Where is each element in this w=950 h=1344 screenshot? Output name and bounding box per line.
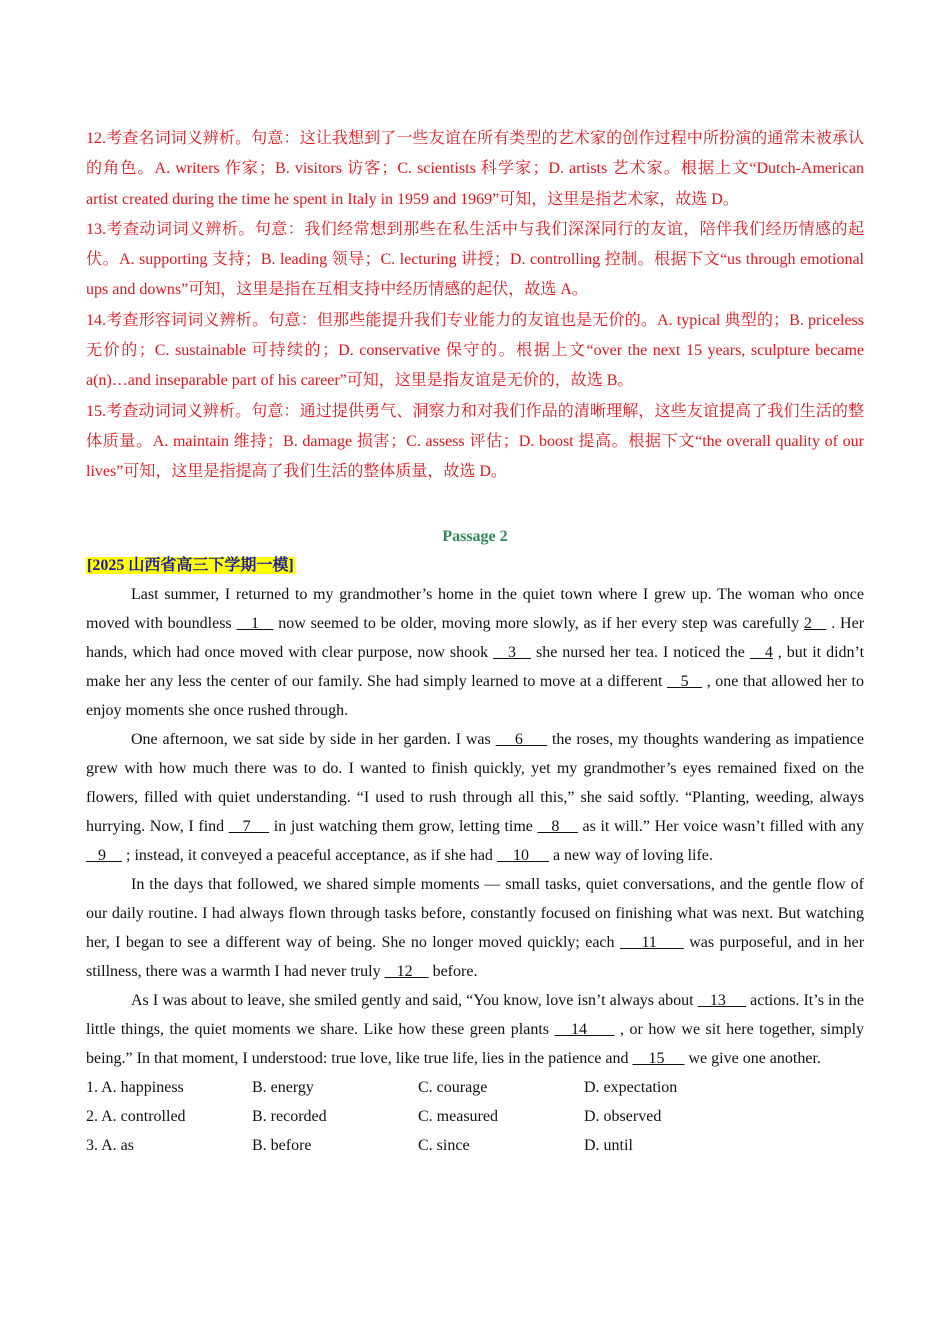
option-2d: D. observed: [584, 1107, 662, 1125]
blank-8: 8: [537, 817, 578, 835]
passage-title: Passage 2: [442, 527, 508, 545]
option-2a: 2. A. controlled: [86, 1107, 186, 1125]
blank-15: 15: [632, 1049, 685, 1067]
passage-paragraph-3: In the days that followed, we shared simple moments — small tasks, quiet conversations, and the gentle flow of our daily routine. I had always flown through tasks before, constantly focused on finishing what was next. But watching her, I began to see a different way of being. She no longer moved quickly; each 11 was purposeful, and in her stillness, there was a warmth I had never truly 12 before.: [86, 875, 865, 980]
option-3c: C. since: [418, 1136, 470, 1154]
option-3a: 3. A. as: [86, 1136, 134, 1154]
blank-10: 10: [496, 846, 549, 864]
passage-paragraph-1: Last summer, I returned to my grandmother’s home in the quiet town where I grew up. The woman who once moved with boundless 1 now seemed to be older, moving more slowly, as if her every step was carefully 2 . Her hands, which had once moved with clear purpose, now shook 3 she nursed her tea. I noticed the 4 , but it didn’t make her any less the center of our family. She had simply learned to move at a different 5 , one that allowed her to enjoy moments she once rushed through.: [86, 585, 865, 719]
blank-13: 13: [697, 991, 747, 1009]
options-row-1: [86, 1073, 864, 1102]
option-1a: 1. A. happiness: [86, 1078, 184, 1096]
passage-paragraph-2: One afternoon, we sat side by side in her garden. I was 6 the roses, my thoughts wandering as impatience grew with how much there was to do. I wanted to finish quickly, yet my grandmother’s eyes remained fixed on the flowers, filled with quiet understanding. “I used to rush through all this,” she said softly. “Planting, weeding, always hurrying. Now, I find 7 in just watching them grow, letting time 8 as it will.” Her voice wasn’t filled with any 9 ; instead, it conveyed a peaceful acceptance, as if she had 10 a new way of loving life.: [86, 730, 865, 864]
blank-6: 6: [495, 730, 548, 748]
explanation-12: 12.考查名词词义辨析。句意：这让我想到了一些友谊在所有类型的艺术家的创作过程中所扮演的通常未被承认的角色。A. writers 作家；B. visitors 访客；C. scientists 科学家；D. artists 艺术家。根据上文“Dutch-American artist created during the time he spent in Italy in 1959 and 1969”可知，这里是指艺术家，故选 D。: [86, 130, 864, 208]
passage-paragraph-4: As I was about to leave, she smiled gently and said, “You know, love isn’t always about 13 actions. It’s in the little things, the quiet moments we share. Like how these green plants 14 , or how we sit here together, simply being.” In that moment, I understood: true love, like true life, lies in the patience and 15 we give one another.: [86, 991, 865, 1067]
blank-3: 3: [493, 643, 531, 661]
document-page: [86, 124, 864, 1160]
explanation-14: 14.考查形容词词义辨析。句意：但那些能提升我们专业能力的友谊也是无价的。A. typical 典型的；B. priceless 无价的；C. sustainable 可持续的；D. conservative 保守的。根据上文“over the next 15 years, sculpture became a(n)…and inseparable part of his career”可知，这里是指友谊是无价的，故选 B。: [86, 311, 864, 390]
option-3b: B. before: [252, 1136, 312, 1154]
option-2c: C. measured: [418, 1107, 498, 1125]
blank-11: 11: [619, 933, 684, 951]
blank-9: 9: [86, 846, 122, 864]
blank-4: 4: [749, 643, 773, 661]
option-1b: B. energy: [252, 1078, 314, 1096]
blank-14: 14: [554, 1020, 615, 1038]
explanation-15: 15.考查动词词义辨析。句意：通过提供勇气、洞察力和对我们作品的清晰理解，这些友谊提高了我们生活的整体质量。A. maintain 维持；B. damage 损害；C. assess 评估；D. boost 提高。根据下文“the overall quality of our lives”可知，这里是指提高了我们生活的整体质量，故选 D。: [86, 402, 864, 481]
explanation-13: 13.考查动词词义辨析。句意：我们经常想到那些在私生活中与我们深深同行的友谊，陪伴我们经历情感的起伏。A. supporting 支持；B. leading 领导；C. lecturing 讲授；D. controlling 控制。根据下文“us through emotional ups and downs”可知，这里是指在互相支持中经历情感的起伏，故选 A。: [86, 220, 864, 299]
blank-12: 12: [384, 962, 429, 980]
options-row-3: [86, 1131, 864, 1160]
blank-5: 5: [666, 672, 703, 690]
option-1d: D. expectation: [584, 1078, 678, 1096]
options-row-2: [86, 1102, 864, 1131]
blank-7: 7: [228, 817, 270, 835]
answer-explanations: [86, 124, 864, 488]
answer-options: [86, 1073, 864, 1160]
blank-2: 2: [803, 614, 827, 632]
option-2b: B. recorded: [252, 1107, 327, 1125]
source-label: [2025 山西省高三下学期一模]: [87, 556, 294, 574]
option-1c: C. courage: [418, 1078, 488, 1096]
blank-1: 1: [236, 614, 274, 632]
source-line: [86, 552, 864, 580]
option-3d: D. until: [584, 1136, 633, 1154]
